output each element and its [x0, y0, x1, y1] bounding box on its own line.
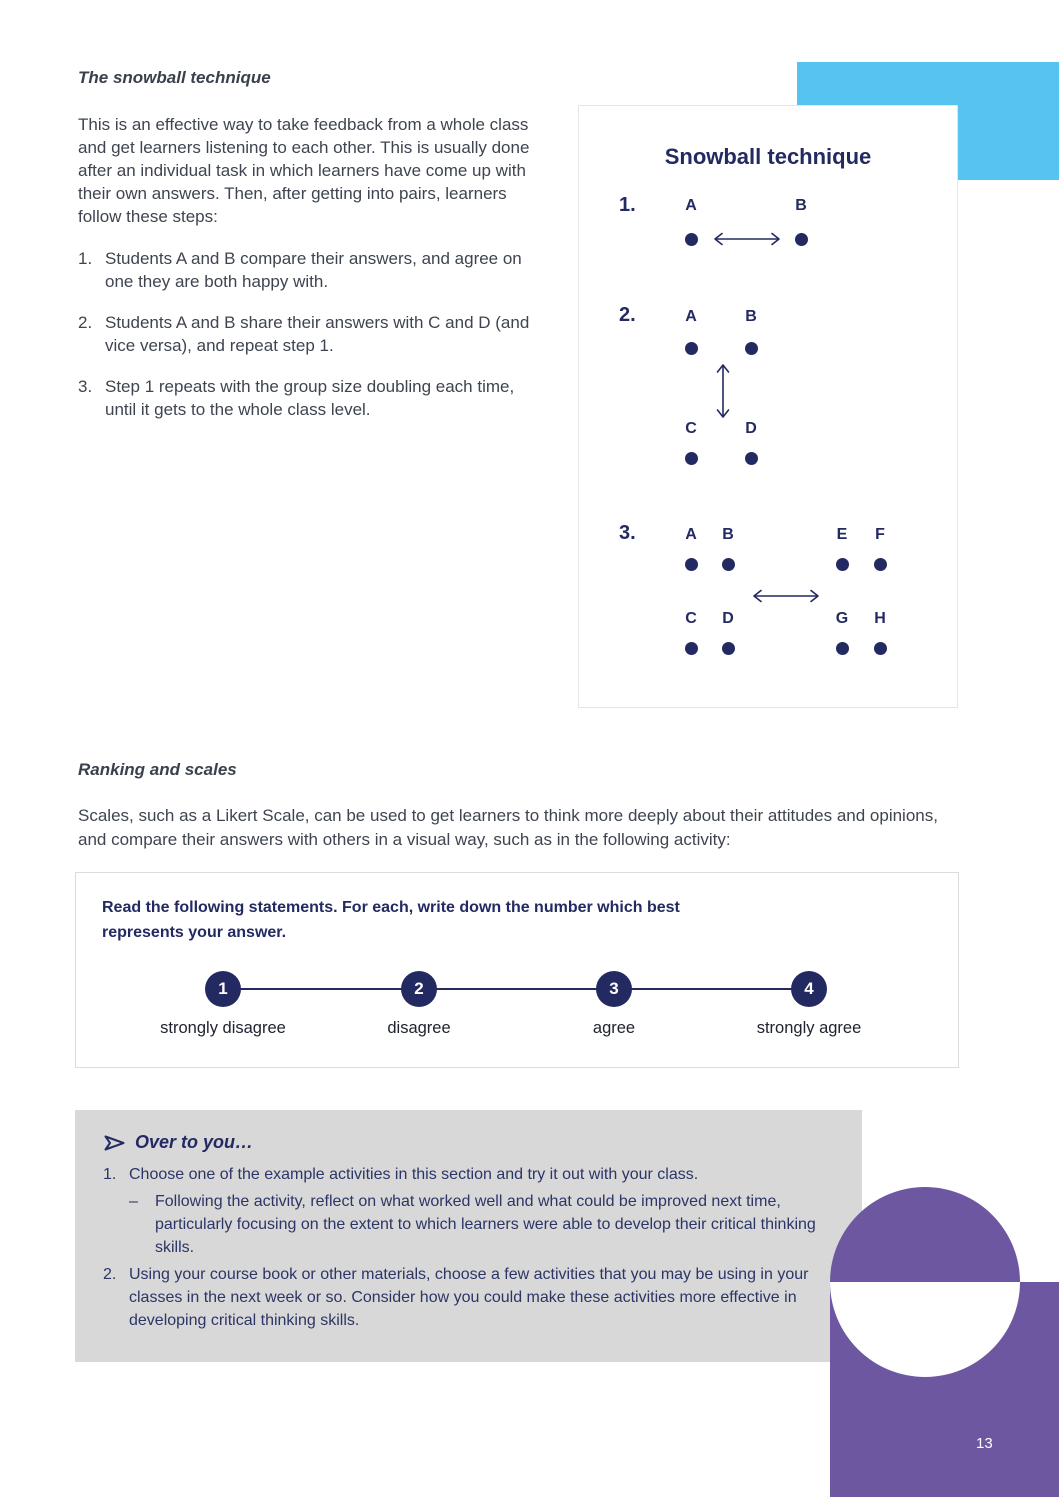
over-to-you-box: [75, 1110, 862, 1362]
list-sub-item: [129, 1190, 820, 1259]
student-dot: [722, 558, 735, 571]
list-text: Choose one of the example activities in this section and try it out with your class.: [129, 1166, 699, 1183]
list-item: [78, 311, 550, 357]
double-arrow-horizontal-icon: [710, 231, 784, 247]
student-label: A: [685, 197, 697, 214]
diagram-step-number: 2.: [619, 304, 636, 326]
page-number: 13: [976, 1435, 993, 1452]
double-arrow-vertical-icon: [715, 360, 731, 422]
list-text: Step 1 repeats with the group size doubling each time, until it gets to the whole class level.: [105, 377, 515, 419]
likert-label: strongly agree: [756, 1019, 862, 1037]
likert-label: strongly disagree: [160, 1019, 286, 1037]
likert-scale-line: [223, 988, 809, 990]
likert-point: 1: [205, 971, 241, 1007]
student-dot: [795, 233, 808, 246]
snowball-intro: This is an effective way to take feedback from a whole class and get learners listening to each other. This is usually done after an individual task in which learners have come up with their own answers. Then, after getting into pairs, learners follow these steps:: [78, 115, 530, 226]
student-dot: [836, 558, 849, 571]
likert-label: disagree: [387, 1019, 451, 1037]
likert-point: 4: [791, 971, 827, 1007]
likert-point: 2: [401, 971, 437, 1007]
list-number: 2.: [103, 1266, 117, 1283]
list-text: Using your course book or other materials, choose a few activities that you may be using in your classes in the next week or so. Consider how you could make these activities more effective in developing critical thinking skills.: [129, 1266, 809, 1329]
student-label: F: [875, 526, 885, 543]
list-number: 1.: [103, 1166, 117, 1183]
snowball-steps-list: [78, 247, 550, 421]
ranking-scales-section: [78, 760, 960, 852]
student-label: C: [685, 610, 697, 627]
double-arrow-horizontal-icon: [749, 588, 823, 604]
student-label: G: [835, 610, 849, 627]
list-number: 1.: [78, 249, 93, 268]
student-label: E: [836, 526, 848, 543]
student-label: B: [745, 308, 757, 325]
arrowhead-icon: [103, 1134, 126, 1152]
list-text: Students A and B share their answers with C and D (and vice versa), and repeat step 1.: [105, 313, 530, 355]
likert-instruction: Read the following statements. For each, write down the number which best represents your answer.: [102, 899, 680, 941]
purple-corner-decoration: [830, 1185, 1059, 1497]
student-dot: [874, 558, 887, 571]
student-dot: [685, 342, 698, 355]
ranking-heading: Ranking and scales: [78, 760, 237, 779]
list-text: Students A and B compare their answers, and agree on one they are both happy with.: [105, 249, 522, 291]
list-dash-marker: –: [129, 1193, 138, 1210]
student-label: A: [685, 308, 697, 325]
diagram-title: Snowball technique: [664, 144, 872, 169]
list-text: Following the activity, reflect on what worked well and what could be improved next time, particularly focusing on the extent to which learners were able to develop their critical thinking skills.: [155, 1193, 816, 1256]
student-label: B: [795, 197, 807, 214]
student-label: D: [745, 420, 757, 437]
diagram-step-number: 1.: [619, 194, 636, 216]
list-item: [78, 247, 550, 293]
student-dot: [745, 452, 758, 465]
student-dot: [722, 642, 735, 655]
student-label: D: [722, 610, 734, 627]
student-dot: [745, 342, 758, 355]
student-dot: [836, 642, 849, 655]
list-item: [103, 1263, 820, 1332]
student-label: C: [685, 420, 697, 437]
student-label: H: [874, 610, 886, 627]
student-dot: [685, 233, 698, 246]
snowball-technique-section: [78, 68, 550, 439]
snowball-diagram: [578, 105, 958, 708]
likert-point: 3: [596, 971, 632, 1007]
list-item: [103, 1163, 820, 1186]
student-label: B: [722, 526, 734, 543]
student-dot: [685, 452, 698, 465]
diagram-step-number: 3.: [619, 522, 636, 544]
over-to-you-heading: Over to you…: [135, 1132, 254, 1152]
over-to-you-header: [103, 1132, 820, 1153]
student-dot: [685, 558, 698, 571]
student-label: A: [685, 526, 697, 543]
likert-activity-box: [75, 872, 959, 1068]
student-dot: [685, 642, 698, 655]
ranking-intro: Scales, such as a Likert Scale, can be used to get learners to think more deeply about their attitudes and opinions, and compare their answers with others in a visual way, such as in the following activity:: [78, 806, 938, 849]
snowball-heading: The snowball technique: [78, 68, 271, 87]
student-dot: [874, 642, 887, 655]
likert-label: agree: [592, 1019, 636, 1037]
list-number: 3.: [78, 377, 93, 396]
list-number: 2.: [78, 313, 93, 332]
list-item: [78, 375, 550, 421]
purple-circle-graphic: [830, 1185, 1059, 1497]
